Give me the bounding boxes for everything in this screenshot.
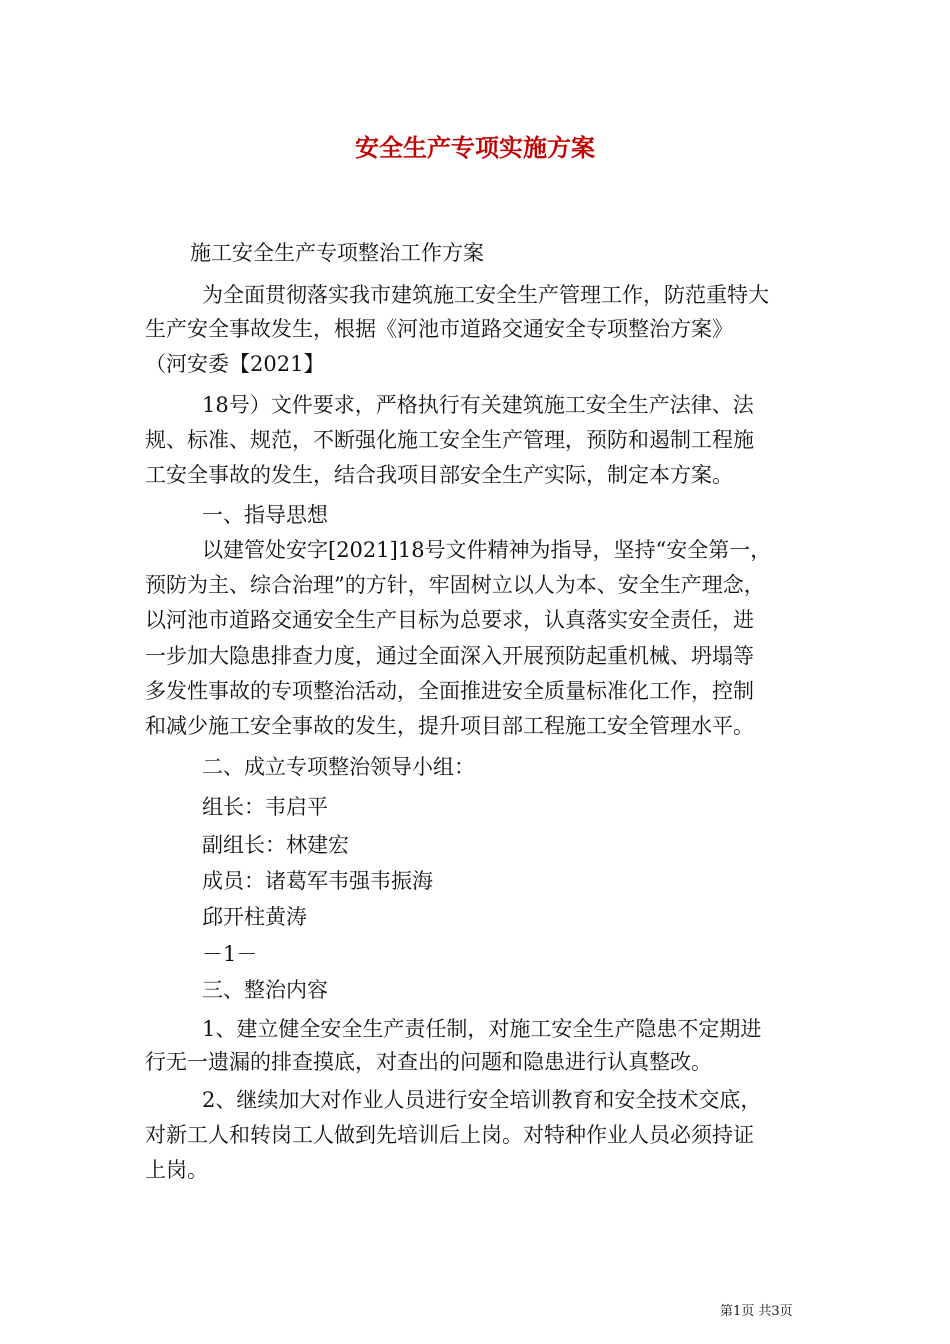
text-line: 对新工人和转岗工人做到先培训后上岗。对特种作业人员必须持证 <box>145 1123 754 1147</box>
text-line: 上岗。 <box>145 1158 208 1182</box>
section-heading: 二、成立专项整治领导小组： <box>202 755 475 779</box>
text-line: 邱开柱黄涛 <box>202 905 307 929</box>
text-line: 副组长：林建宏 <box>202 833 349 857</box>
text-line: 行无一遗漏的排查摸底，对查出的问题和隐患进行认真整改。 <box>145 1050 712 1074</box>
text-line: 预防为主、综合治理”的方针，牢固树立以人为本、安全生产理念， <box>145 573 765 597</box>
text-line: 为全面贯彻落实我市建筑施工安全生产管理工作，防范重特大 <box>202 283 769 307</box>
section-heading: 一、指导思想 <box>202 503 328 527</box>
page-footer: 第1页 共3页 <box>720 1304 793 1319</box>
text-line: 成员：诸葛军韦强韦振海 <box>202 869 433 893</box>
page-marker: －1－ <box>202 942 258 966</box>
text-line: 多发性事故的专项整治活动，全面推进安全质量标准化工作，控制 <box>145 679 754 703</box>
text-line: 规、标准、规范，不断强化施工安全生产管理，预防和遏制工程施 <box>145 428 754 452</box>
text-line: 组长：韦启平 <box>202 795 328 819</box>
text-line: 2、继续加大对作业人员进行安全培训教育和安全技术交底， <box>202 1088 762 1112</box>
text-line: （河安委【2021】 <box>145 352 325 376</box>
document-title: 安全生产专项实施方案 <box>355 133 595 162</box>
text-line: 工安全事故的发生，结合我项目部安全生产实际，制定本方案。 <box>145 463 733 487</box>
text-line: 以建管处安字[2021]18号文件精神为指导，坚持“安全第一， <box>202 538 772 562</box>
text-line: 一步加大隐患排查力度，通过全面深入开展预防起重机械、坍塌等 <box>145 644 754 668</box>
text-line: 18号）文件要求，严格执行有关建筑施工安全生产法律、法 <box>202 393 754 417</box>
section-heading: 三、整治内容 <box>202 978 328 1002</box>
text-line: 1、建立健全安全生产责任制，对施工安全生产隐患不定期进 <box>202 1017 762 1041</box>
text-line: 施工安全生产专项整治工作方案 <box>190 241 484 265</box>
text-line: 以河池市道路交通安全生产目标为总要求，认真落实安全责任，进 <box>145 608 754 632</box>
text-line: 和减少施工安全事故的发生，提升项目部工程施工安全管理水平。 <box>145 714 754 738</box>
text-line: 生产安全事故发生，根据《河池市道路交通安全专项整治方案》 <box>145 317 733 341</box>
